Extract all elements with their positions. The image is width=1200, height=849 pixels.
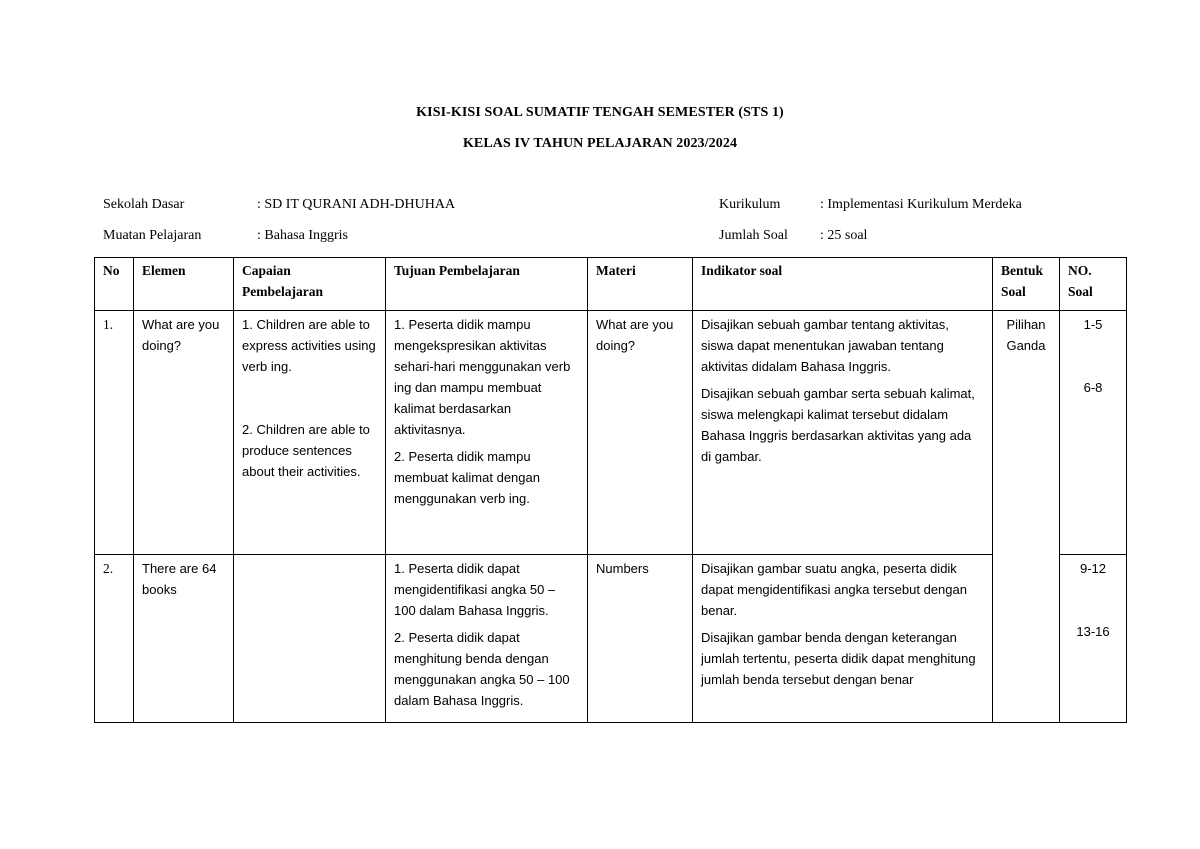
muatan-label: Muatan Pelajaran — [103, 228, 202, 243]
header-nosoal — [1060, 258, 1127, 311]
table-row — [95, 311, 1127, 555]
header-bentuk-line1: Bentuk — [1001, 263, 1044, 278]
header-elemen: Elemen — [134, 258, 234, 311]
row-elemen: There are 64 books — [134, 555, 234, 723]
row-no: 1. — [95, 311, 134, 555]
header-capaian — [234, 258, 386, 311]
row-tujuan — [386, 555, 588, 723]
row-tujuan — [386, 311, 588, 555]
row-nosoal — [1060, 311, 1127, 555]
capaian-item: 2. Children are able to produce sentences about their activities. — [242, 422, 370, 479]
sekolah-value: : SD IT QURANI ADH-DHUHAA — [257, 197, 456, 212]
row-capaian — [234, 555, 386, 723]
indikator-item: Disajikan sebuah gambar tentang aktivitas, siswa dapat menentukan jawaban tentang aktivitas didalam Bahasa Inggris. — [701, 317, 949, 374]
tujuan-item: 1. Peserta didik mampu mengekspresikan aktivitas sehari-hari menggunakan verb ing dan mampu membuat kalimat berdasarkan aktivitasnya. — [394, 317, 571, 437]
sekolah-label: Sekolah Dasar — [103, 197, 185, 212]
kisi-kisi-table — [94, 257, 1127, 723]
table-header-row — [95, 258, 1127, 311]
kurikulum-label: Kurikulum — [719, 197, 781, 212]
nosoal-item: 9-12 — [1079, 561, 1107, 576]
nosoal-item: 13-16 — [1076, 624, 1110, 639]
nosoal-item: 6-8 — [1083, 380, 1103, 395]
tujuan-item: 2. Peserta didik dapat menghitung benda dengan menggunakan angka 50 – 100 dalam Bahasa Inggris. — [394, 630, 570, 708]
document-title: KISI-KISI SOAL SUMATIF TENGAH SEMESTER (STS 1) — [416, 105, 784, 120]
table-row — [95, 555, 1127, 723]
header-indikator: Indikator soal — [693, 258, 993, 311]
row-indikator — [693, 555, 993, 723]
jumlah-soal-label: Jumlah Soal — [719, 228, 788, 243]
row-bentuk: Pilihan Ganda — [993, 311, 1060, 723]
row-elemen: What are you doing? — [134, 311, 234, 555]
header-nosoal-line1: NO. — [1068, 263, 1092, 278]
capaian-item: 1. Children are able to express activities using verb ing. — [242, 317, 376, 374]
row-no: 2. — [95, 555, 134, 723]
nosoal-item: 1-5 — [1083, 317, 1103, 332]
indikator-item: Disajikan gambar benda dengan keterangan jumlah tertentu, peserta didik dapat menghitung jumlah benda tersebut dengan benar — [701, 630, 976, 687]
indikator-item: Disajikan gambar suatu angka, peserta didik dapat mengidentifikasi angka tersebut dengan benar. — [701, 561, 967, 618]
header-tujuan: Tujuan Pembelajaran — [386, 258, 588, 311]
muatan-value: : Bahasa Inggris — [257, 228, 348, 243]
indikator-item: Disajikan sebuah gambar serta sebuah kalimat, siswa melengkapi kalimat tersebut didalam Bahasa Inggris berdasarkan aktivitas yang ada di gambar. — [701, 386, 975, 464]
document-subtitle: KELAS IV TAHUN PELAJARAN 2023/2024 — [462, 136, 738, 151]
jumlah-soal-value: : 25 soal — [820, 228, 868, 243]
header-capaian-line1: Capaian — [242, 263, 291, 278]
kurikulum-value: : Implementasi Kurikulum Merdeka — [820, 197, 1022, 212]
header-nosoal-line2: Soal — [1068, 284, 1093, 299]
row-materi: What are you doing? — [588, 311, 693, 555]
tujuan-item: 2. Peserta didik mampu membuat kalimat dengan menggunakan verb ing. — [394, 449, 540, 506]
header-no: No — [95, 258, 134, 311]
header-bentuk — [993, 258, 1060, 311]
row-nosoal — [1060, 555, 1127, 723]
row-capaian — [234, 311, 386, 555]
header-materi: Materi — [588, 258, 693, 311]
header-capaian-line2: Pembelajaran — [242, 284, 323, 299]
row-materi: Numbers — [588, 555, 693, 723]
tujuan-item: 1. Peserta didik dapat mengidentifikasi angka 50 – 100 dalam Bahasa Inggris. — [394, 561, 556, 618]
header-bentuk-line2: Soal — [1001, 284, 1026, 299]
row-indikator — [693, 311, 993, 555]
